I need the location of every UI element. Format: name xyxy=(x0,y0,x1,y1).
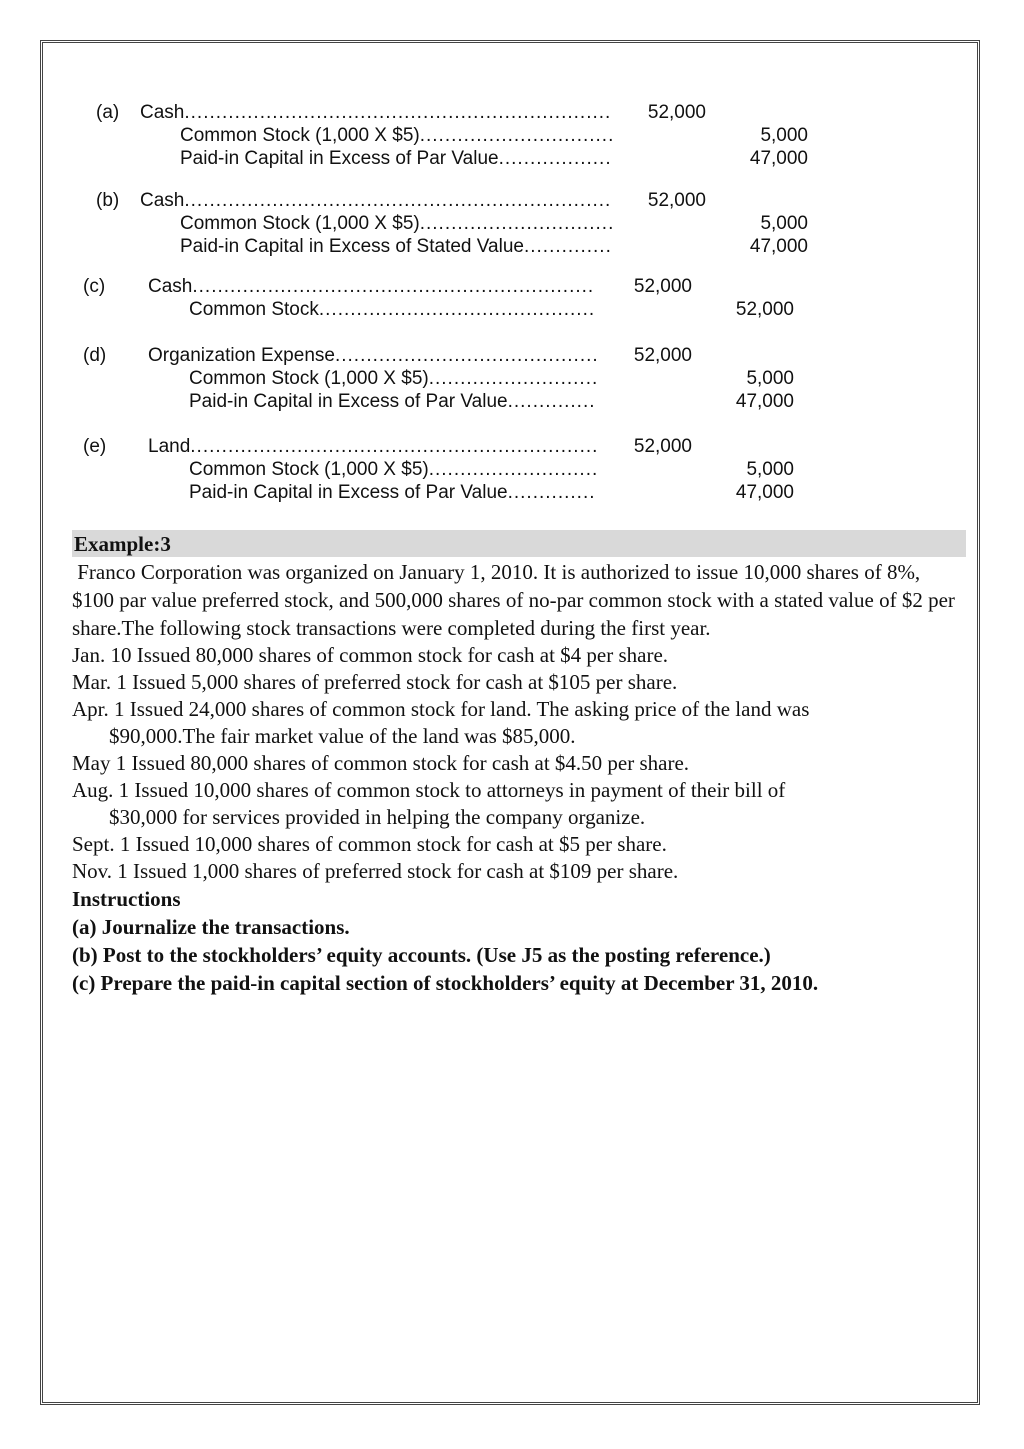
transaction-aug-1: Aug. 1 Issued 10,000 shares of common stock to attorneys in payment of their bill of $30,000 for services provided in helping the company organize. xyxy=(72,778,786,829)
transaction-nov-1: Nov. 1 Issued 1,000 shares of preferred stock for cash at $109 per share. xyxy=(72,859,679,883)
journal-entries-figure xyxy=(0,0,1024,520)
example-section xyxy=(72,530,966,997)
entry-e-credit-2-account: Paid-in Capital in Excess of Par Value ..... xyxy=(189,481,596,505)
entry-a-debit-amount: 52,000 xyxy=(647,102,706,123)
entry-e-credit-1-account: Common Stock (1,000 X $5) ..... xyxy=(189,458,596,482)
entry-b-credit-1-account: Common Stock (1,000 X $5) ..... xyxy=(180,212,612,236)
entry-d-credit-2-account: Paid-in Capital in Excess of Par Value ..... xyxy=(189,390,596,414)
transaction-mar-1: Mar. 1 Issued 5,000 shares of preferred stock for cash at $105 per share. xyxy=(72,670,678,694)
entry-e-debit-amount: 52,000 xyxy=(633,436,692,457)
entry-a-letter: (a) xyxy=(96,102,120,123)
example-intro: Franco Corporation was organized on January 1, 2010. It is authorized to issue 10,000 shares of 8%, $100 par value preferred stock, and 500,000 shares of no-par common stock with a stated value of $2 per share.The following stock transactions were completed during the first year. xyxy=(72,560,961,640)
transaction-sept-1: Sept. 1 Issued 10,000 shares of common stock for cash at $5 per share. xyxy=(72,832,667,856)
entry-a-credit-1-account: Common Stock (1,000 X $5) ..... xyxy=(180,124,612,148)
entry-c-debit-amount: 52,000 xyxy=(633,276,692,297)
transaction-jan-10: Jan. 10 Issued 80,000 shares of common stock for cash at $4 per share. xyxy=(72,643,669,667)
entry-b-letter: (b) xyxy=(96,190,120,211)
entry-d-credit-1-amount: 5,000 xyxy=(746,368,794,389)
entry-e-debit-account: Land ..... xyxy=(148,435,596,459)
entry-b-debit-amount: 52,000 xyxy=(647,190,706,211)
entry-d-credit-2-amount: 47,000 xyxy=(735,391,794,412)
transaction-may-1: May 1 Issued 80,000 shares of common stock for cash at $4.50 per share. xyxy=(72,751,690,775)
entry-b-credit-2-account: Paid-in Capital in Excess of Stated Value ..... xyxy=(180,235,612,259)
instructions-heading: Instructions xyxy=(72,887,181,911)
entry-d-debit-account: Organization Expense ..... xyxy=(148,344,596,368)
example-heading: Example:3 xyxy=(72,530,966,557)
instruction-a: (a) Journalize the transactions. xyxy=(72,915,350,939)
entry-a-debit-account: Cash ..... xyxy=(140,101,612,125)
entry-e-credit-2-amount: 47,000 xyxy=(735,482,794,503)
entry-a-credit-2-account: Paid-in Capital in Excess of Par Value ..... xyxy=(180,147,612,171)
entry-d-letter: (d) xyxy=(83,345,107,366)
entry-b-credit-2-amount: 47,000 xyxy=(749,236,808,257)
entry-a-credit-1-amount: 5,000 xyxy=(760,125,808,146)
entry-d-credit-1-account: Common Stock (1,000 X $5) ..... xyxy=(189,367,596,391)
instruction-c: (c) Prepare the paid-in capital section of stockholders’ equity at December 31, 2010. xyxy=(72,971,819,995)
entry-c-debit-account: Cash ..... xyxy=(148,275,596,299)
entry-a-credit-2-amount: 47,000 xyxy=(749,148,808,169)
instruction-b: (b) Post to the stockholders’ equity accounts. (Use J5 as the posting reference.) xyxy=(72,943,771,967)
entry-e-credit-1-amount: 5,000 xyxy=(746,459,794,480)
entry-d-debit-amount: 52,000 xyxy=(633,345,692,366)
entry-e-letter: (e) xyxy=(83,436,107,457)
entry-b-debit-account: Cash ..... xyxy=(140,189,612,213)
entry-c-letter: (c) xyxy=(83,276,106,297)
entry-c-credit-1-account: Common Stock ..... xyxy=(189,298,596,322)
entry-c-credit-1-amount: 52,000 xyxy=(735,299,794,320)
entry-b-credit-1-amount: 5,000 xyxy=(760,213,808,234)
transaction-apr-1: Apr. 1 Issued 24,000 shares of common stock for land. The asking price of the land was $90,000.The fair market value of the land was $85,000. xyxy=(72,697,810,748)
